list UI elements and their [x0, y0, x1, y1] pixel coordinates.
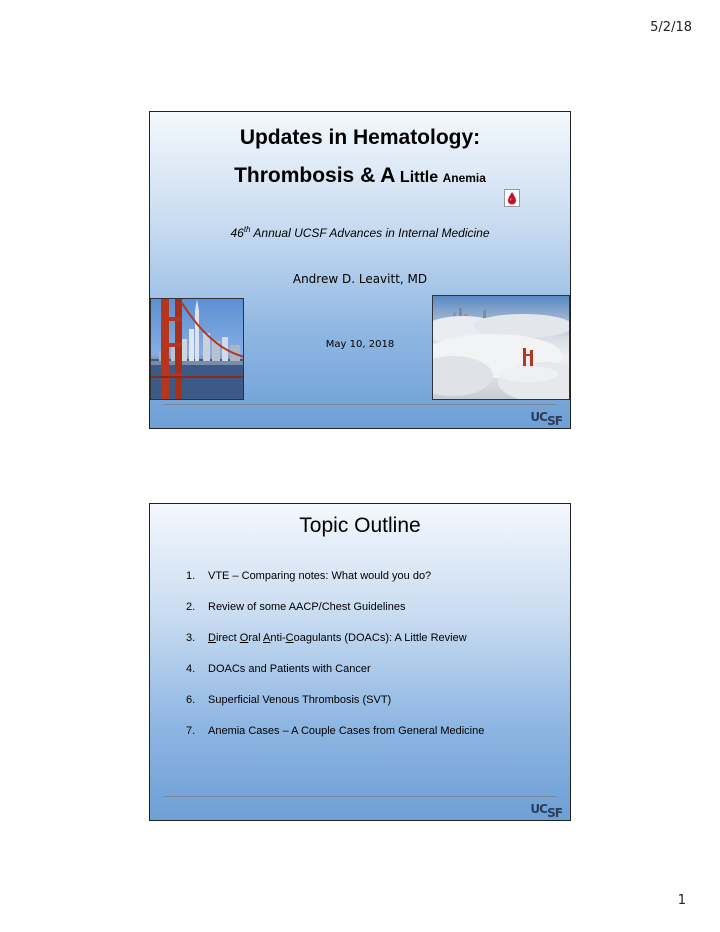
title-anemia: Anemia [442, 171, 486, 185]
outline-item-number: 4. [186, 663, 196, 675]
footer-divider [164, 404, 556, 405]
slide-outline [149, 503, 571, 821]
outline-item-text: Anemia Cases – A Couple Cases from General Medicine [208, 725, 485, 737]
outline-item [186, 725, 484, 756]
title-little: Little [395, 169, 443, 186]
outline-item-number: 1. [186, 570, 196, 582]
blood-drop-icon [504, 189, 520, 207]
outline-item [186, 570, 484, 601]
outline-item-text [208, 632, 467, 663]
outline-text-part: ral [248, 632, 264, 644]
page-date: 5/2/18 [650, 20, 692, 35]
outline-item-number: 3. [186, 632, 196, 644]
conference-number: 46 [230, 226, 244, 240]
ucsf-logo-uc: UC [530, 410, 548, 424]
title-a: A [380, 164, 396, 187]
outline-item-text: Review of some AACP/Chest Guidelines [208, 601, 406, 613]
ucsf-logo-sf: SF [547, 414, 562, 428]
outline-item-number: 2. [186, 601, 196, 613]
outline-text-part: nti- [270, 632, 286, 644]
page-number: 1 [677, 893, 686, 908]
outline-text-part: irect [215, 632, 240, 644]
photo-fog-bridge [432, 295, 570, 400]
underlined-letter: A [263, 632, 271, 644]
underlined-letter: C [285, 632, 294, 644]
outline-list [186, 570, 484, 756]
outline-item-text: Superficial Venous Thrombosis (SVT) [208, 694, 392, 706]
ucsf-logo-uc: UC [530, 802, 548, 816]
footer-divider [164, 796, 556, 797]
slide-title [149, 111, 571, 429]
underlined-letter: D [208, 632, 216, 644]
underlined-letter: O [239, 632, 249, 644]
outline-item [186, 694, 484, 725]
slide-title-line2 [150, 164, 570, 188]
ucsf-logo [530, 802, 562, 820]
outline-item-text: DOACs and Patients with Cancer [208, 663, 371, 675]
outline-item [186, 632, 484, 663]
outline-title: Topic Outline [299, 514, 421, 537]
conference-text: Annual UCSF Advances in Internal Medicine [250, 226, 490, 240]
outline-item [186, 601, 484, 632]
outline-item-number: 6. [186, 694, 196, 706]
slide-title-line1: Updates in Hematology: [239, 126, 481, 149]
outline-item-text: VTE – Comparing notes: What would you do? [208, 570, 432, 582]
outline-item-number: 7. [186, 725, 196, 737]
ucsf-logo [530, 410, 562, 428]
title-thrombosis: Thrombosis & [234, 164, 381, 187]
author-name: Andrew D. Leavitt, MD [292, 272, 428, 286]
outline-item [186, 663, 484, 694]
ucsf-logo-sf: SF [547, 806, 562, 820]
outline-text-part: oagulants (DOACs): A Little Review [293, 632, 467, 644]
conference-name [150, 225, 570, 240]
conference-superscript: th [243, 225, 251, 234]
presentation-date: May 10, 2018 [325, 339, 395, 350]
